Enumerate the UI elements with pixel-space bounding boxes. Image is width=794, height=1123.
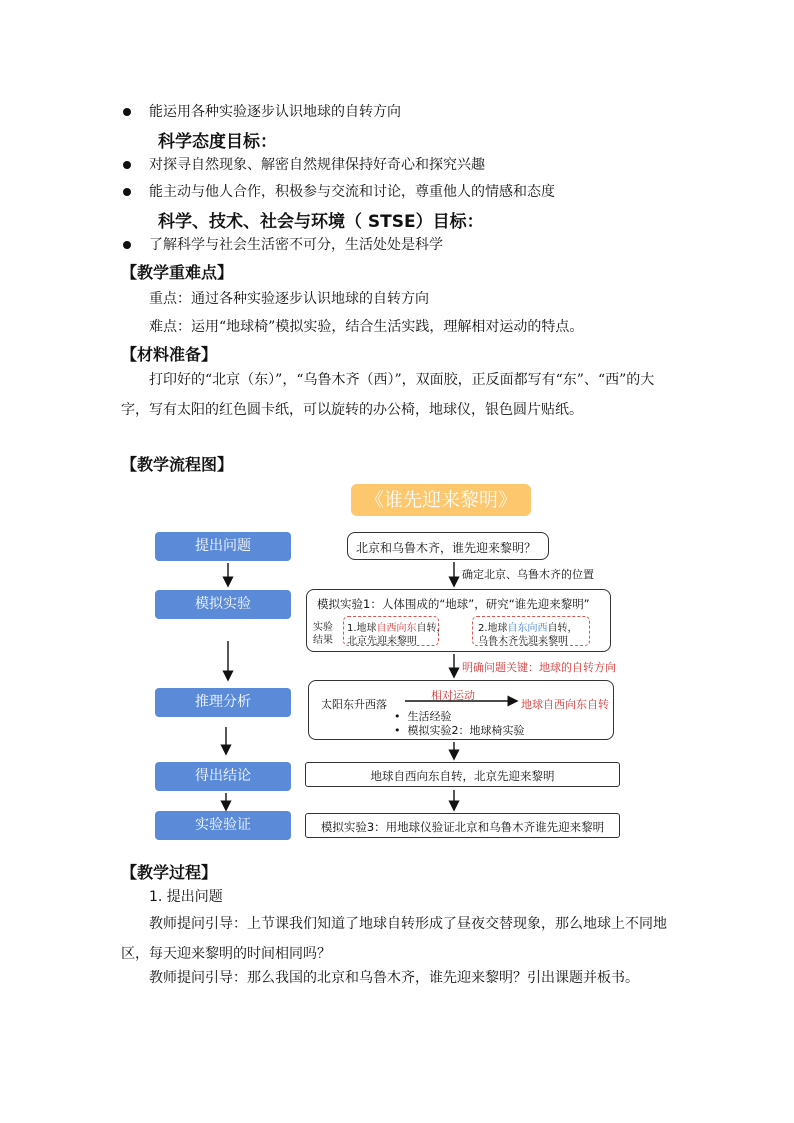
bullet-text: 能主动与他人合作，积极参与交流和讨论，尊重他人的情感和态度 <box>149 184 555 200</box>
question-text: 北京和乌鲁木齐，谁先迎来黎明？ <box>356 541 537 555</box>
step-simulation: 模拟实验 <box>155 590 291 619</box>
arrow1-label: 确定北京、乌鲁木齐的位置 <box>462 568 594 581</box>
result2-line2: 乌鲁木齐先迎来黎明 <box>478 636 568 647</box>
step-conclusion: 得出结论 <box>155 762 291 791</box>
process-para2: 教师提问引导：那么我国的北京和乌鲁木齐，谁先迎来黎明？引出课题并板书。 <box>149 970 639 986</box>
materials-text: 打印好的“北京（东）”，“乌鲁木齐（西）”，双面胶，正反面都写有“东”、“西”的大字，写有太阳的红色圆卡纸，可以旋转的办公椅，地球仪，银色圆片贴纸。 <box>121 372 655 418</box>
result-label: 结果 <box>313 635 333 646</box>
step-verification: 实验验证 <box>155 811 291 840</box>
result-label: 实验 <box>313 622 333 633</box>
result1-line2: 北京先迎来黎明 <box>347 636 417 647</box>
flow-heading: 【教学流程图】 <box>121 455 234 474</box>
step-reasoning: 推理分析 <box>155 688 291 717</box>
attitude-heading: 科学态度目标： <box>158 132 277 152</box>
reason-left: 太阳东升西落 <box>321 698 387 711</box>
reason-item: • 模拟实验2：地球椅实验 <box>394 724 525 737</box>
step-ask-question: 提出问题 <box>155 532 291 561</box>
process-para1: 教师提问引导：上节课我们知道了地球自转形成了昼夜交替现象，那么地球上不同地区，每天迎来黎明的时间相同吗？ <box>121 916 667 962</box>
reason-arrow-label: 相对运动 <box>431 689 475 702</box>
flow-title: 《谁先迎来黎明》 <box>351 484 531 516</box>
materials-heading: 【材料准备】 <box>121 345 218 364</box>
conclusion-text: 地球自西向东自转，北京先迎来黎明 <box>370 769 555 783</box>
experiment1-title: 模拟实验1：人体围成的“地球”，研究“谁先迎来黎明” <box>317 597 590 611</box>
bullet-text: 能运用各种实验逐步认识地球的自转方向 <box>149 104 401 120</box>
bullet-text: 了解科学与社会生活密不可分，生活处处是科学 <box>149 237 443 253</box>
key-focus: 重点：通过各种实验逐步认识地球的自转方向 <box>149 291 429 307</box>
process-heading: 【教学过程】 <box>121 863 218 882</box>
reason-right: 地球自西向东自转 <box>521 698 609 711</box>
result2-line1: 2.地球自东向西自转， <box>478 623 578 634</box>
reason-item: • 生活经验 <box>394 710 452 723</box>
verify-text: 模拟实验3：用地球仪验证北京和乌鲁木齐谁先迎来黎明 <box>320 820 605 834</box>
result1-line1: 1.地球自西向东自转， <box>347 623 447 634</box>
key-heading: 【教学重难点】 <box>121 263 234 282</box>
stse-heading: 科学、技术、社会与环境（ STSE）目标： <box>158 212 484 232</box>
bullet-text: 对探寻自然现象、解密自然规律保持好奇心和探究兴趣 <box>149 157 485 173</box>
key-difficulty: 难点：运用“地球椅”模拟实验，结合生活实践，理解相对运动的特点。 <box>149 319 584 335</box>
process-sub1: 1. 提出问题 <box>149 889 223 905</box>
arrow2-label: 明确问题关键：地球的自转方向 <box>462 661 616 674</box>
